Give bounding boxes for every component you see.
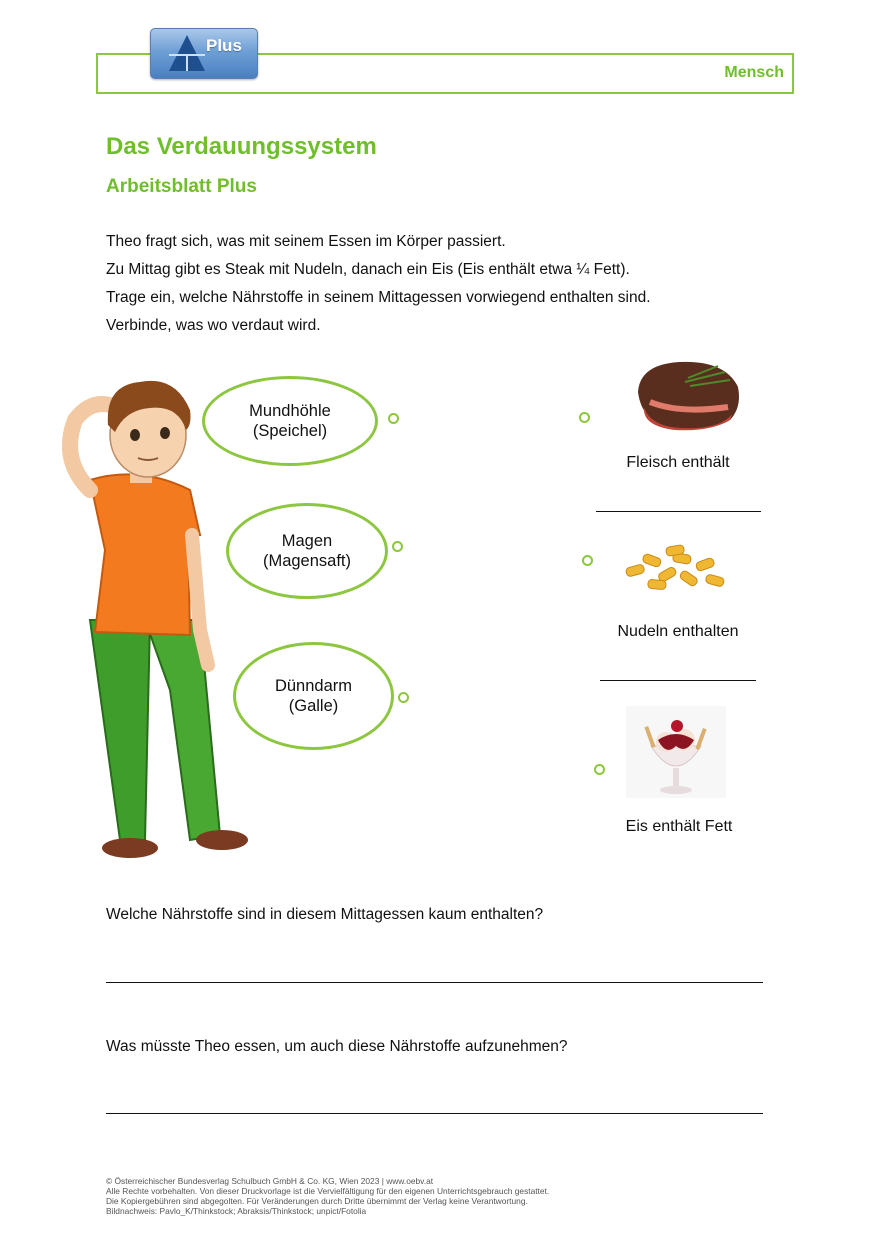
- connector-dot-eis[interactable]: [594, 764, 605, 775]
- pasta-image: [618, 542, 733, 602]
- organ-detail: (Speichel): [252, 422, 328, 440]
- intro-line: Trage ein, welche Nährstoffe in seinem Mittagessen vorwiegend enthalten sind.: [106, 289, 651, 306]
- food-label-eis: Eis enthält Fett: [625, 818, 733, 835]
- footer-line: Bildnachweis: Pavlo_K/Thinkstock; Abraksis/Thinkstock; unpict/Fotolia: [106, 1206, 367, 1216]
- intro-line: Theo fragt sich, was mit seinem Essen im Körper passiert.: [106, 233, 506, 250]
- answer-line-nudeln[interactable]: [600, 680, 756, 681]
- intro-line: Verbinde, was wo verdaut wird.: [106, 317, 321, 334]
- answer-line-question-1[interactable]: [106, 982, 763, 983]
- connector-dot-fleisch[interactable]: [579, 412, 590, 423]
- question-1: Welche Nährstoffe sind in diesem Mittagessen kaum enthalten?: [106, 906, 544, 923]
- steak-image: [630, 352, 745, 437]
- footer: [106, 1176, 549, 1216]
- plus-logo: [150, 28, 258, 79]
- answer-line-fleisch[interactable]: [596, 511, 761, 512]
- answer-line-question-2[interactable]: [106, 1113, 763, 1114]
- organ-name: Magen: [281, 532, 333, 550]
- intro-line: Zu Mittag gibt es Steak mit Nudeln, danach ein Eis (Eis enthält etwa ¼ Fett).: [106, 261, 630, 278]
- triangle-logo-icon: [167, 33, 207, 73]
- logo-text: Plus: [206, 36, 242, 55]
- connector-dot-magen[interactable]: [392, 541, 403, 552]
- organ-magen: [226, 503, 388, 599]
- food-label-fleisch: Fleisch enthält: [626, 454, 730, 471]
- connector-dot-duenndarm[interactable]: [398, 692, 409, 703]
- organ-name: Mundhöhle: [249, 402, 331, 420]
- page-subtitle: Arbeitsblatt Plus: [106, 176, 257, 197]
- footer-line: Die Kopiergebühren sind abgegolten. Für Veränderungen durch Dritte übernimmt der Verlag keine Verantwortung.: [106, 1196, 528, 1206]
- footer-line: © Österreichischer Bundesverlag Schulbuch GmbH & Co. KG, Wien 2023 | www.oebv.at: [106, 1176, 434, 1186]
- connector-dot-nudeln[interactable]: [582, 555, 593, 566]
- intro-text: [106, 231, 806, 343]
- organ-duenndarm: [233, 642, 394, 750]
- page-title: Das Verdauungssystem: [106, 133, 377, 160]
- connector-dot-mundhoehle[interactable]: [388, 413, 399, 424]
- organ-mundhoehle: [202, 376, 378, 466]
- subject-label: Mensch: [724, 64, 784, 81]
- food-label-nudeln: Nudeln enthalten: [617, 623, 739, 640]
- organ-name: Dünndarm: [274, 677, 353, 695]
- organ-detail: (Magensaft): [262, 552, 352, 570]
- organ-detail: (Galle): [288, 697, 339, 715]
- footer-line: Alle Rechte vorbehalten. Von dieser Druckvorlage ist die Vervielfältigung für den eigenen Unterrichtsgebrauch gestattet.: [106, 1186, 550, 1196]
- question-2: Was müsste Theo essen, um auch diese Nährstoffe aufzunehmen?: [106, 1038, 568, 1055]
- ice-cream-image: [626, 706, 726, 798]
